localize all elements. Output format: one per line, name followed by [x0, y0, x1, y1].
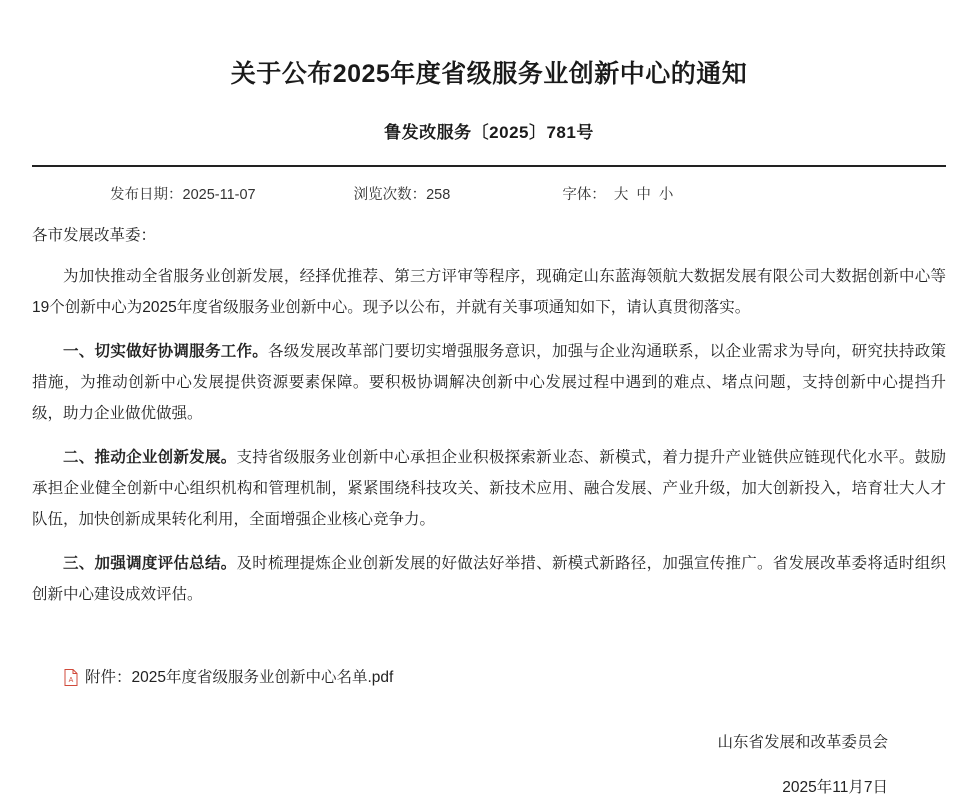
- svg-text:A: A: [68, 676, 74, 684]
- publish-date-value: 2025-11-07: [182, 186, 256, 203]
- font-size-small[interactable]: 小: [658, 186, 674, 203]
- salutation: 各市发展改革委：: [32, 226, 157, 244]
- attachment-file-link[interactable]: 2025年度省级服务业创新中心名单.pdf: [131, 668, 394, 686]
- paragraph-section-1: [32, 336, 946, 429]
- publish-date-label: 发布日期：: [110, 186, 183, 203]
- document-body: [32, 210, 946, 803]
- page-title: 关于公布2025年度省级服务业创新中心的通知: [230, 59, 748, 88]
- attachment-label: 附件：: [85, 668, 132, 686]
- paragraph-section-2-text: 支持省级服务业创新中心承担企业积极探索新业态、新模式，着力提升产业链供应链现代化水平。鼓励承担企业健全创新中心组织机构和管理机制，紧紧围绕科技攻关、新技术应用、融合发展、产业升级，加大创新投入，培育壮大人才队伍，加快创新成果转化利用，全面增强企业核心竞争力。: [32, 448, 946, 528]
- document-page: [0, 17, 978, 796]
- font-size-control: [562, 183, 677, 204]
- font-size-label: 字体：: [562, 186, 606, 203]
- document-meta-bar: [32, 167, 946, 210]
- attachment-row[interactable]: [32, 662, 946, 693]
- font-size-large[interactable]: 大: [613, 186, 629, 203]
- paragraph-section-2: [32, 442, 946, 535]
- paragraph-section-3-text: 及时梳理提炼企业创新发展的好做法好举措、新模式新路径，加强宣传推广。省发展改革委将适时组织创新中心建设成效评估。: [32, 554, 946, 603]
- view-count: [354, 183, 451, 204]
- publish-date: [110, 183, 256, 204]
- paragraph-section-3-heading: 三、加强调度评估总结。: [63, 554, 237, 572]
- view-count-value: 258: [426, 186, 451, 203]
- paragraph-intro: [32, 261, 946, 323]
- pdf-icon: [64, 669, 78, 686]
- paragraph-section-3: [32, 548, 946, 610]
- signature-organization: 山东省发展和改革委员会: [717, 733, 888, 751]
- paragraph-intro-text: 为加快推动全省服务业创新发展，经择优推荐、第三方评审等程序，现确定山东蓝海领航大数据发展有限公司大数据创新中心等19个创新中心为2025年度省级服务业创新中心。现予以公布，并就有关事项通知如下，请认真贯彻落实。: [32, 267, 946, 316]
- paragraph-section-2-heading: 二、推动企业创新发展。: [63, 448, 237, 466]
- paragraph-section-1-heading: 一、切实做好协调服务工作。: [63, 342, 269, 360]
- paragraph-section-1-text: 各级发展改革部门要切实增强服务意识，加强与企业沟通联系，以企业需求为导向，研究扶持政策措施，为推动创新中心发展提供资源要素保障。要积极协调解决创新中心发展过程中遇到的难点、堵点问题，支持创新中心提挡升级，助力企业做优做强。: [32, 342, 946, 422]
- signature-date: 2025年11月7日: [782, 778, 888, 796]
- font-size-medium[interactable]: 中: [636, 186, 651, 203]
- view-count-label: 浏览次数：: [353, 186, 427, 203]
- document-number: 鲁发改服务〔2025〕781号: [384, 122, 594, 142]
- font-size-options: [610, 183, 678, 204]
